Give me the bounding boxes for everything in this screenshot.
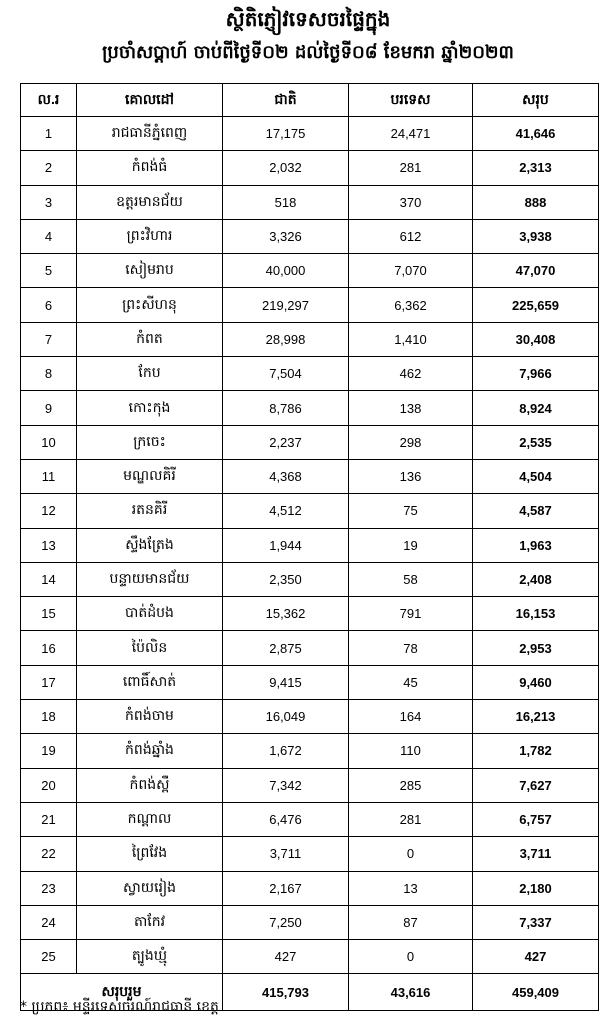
header-foreign: បរទេស (349, 84, 473, 117)
row-number: 2 (21, 151, 77, 185)
table-row (21, 151, 599, 185)
national-visitors: 219,297 (223, 288, 349, 322)
foreign-visitors: 87 (349, 905, 473, 939)
total-visitors: 2,180 (473, 871, 599, 905)
table-row (21, 905, 599, 939)
destination-name: ក្រចេះ (77, 425, 223, 459)
table-row (21, 665, 599, 699)
row-number: 11 (21, 459, 77, 493)
destination-name: ព្រៃវែង (77, 837, 223, 871)
table-row (21, 494, 599, 528)
foreign-visitors: 24,471 (349, 117, 473, 151)
national-visitors: 2,350 (223, 562, 349, 596)
destination-name: តាកែវ (77, 905, 223, 939)
destination-name: ឧត្តរមានជ័យ (77, 185, 223, 219)
destination-name: សៀមរាប (77, 254, 223, 288)
national-visitors: 427 (223, 940, 349, 974)
destination-name: រាជធានីភ្នំពេញ (77, 117, 223, 151)
national-visitors: 9,415 (223, 665, 349, 699)
row-number: 25 (21, 940, 77, 974)
foreign-visitors: 281 (349, 802, 473, 836)
national-visitors: 2,237 (223, 425, 349, 459)
destination-name: បាត់ដំបង (77, 597, 223, 631)
row-number: 9 (21, 391, 77, 425)
grand-total-foreign: 43,616 (349, 974, 473, 1011)
table-row (21, 219, 599, 253)
row-number: 10 (21, 425, 77, 459)
foreign-visitors: 110 (349, 734, 473, 768)
destination-name: ស្វាយរៀង (77, 871, 223, 905)
destination-name: កំពត (77, 322, 223, 356)
total-visitors: 16,213 (473, 700, 599, 734)
foreign-visitors: 7,070 (349, 254, 473, 288)
foreign-visitors: 281 (349, 151, 473, 185)
page-subtitle: ប្រចាំសប្តាហ៍ ចាប់ពីថ្ងៃទី០២ ដល់ថ្ងៃទី០៨ ខែមករា ឆ្នាំ២០២៣ (102, 42, 514, 63)
destination-name: កណ្តាល (77, 802, 223, 836)
total-visitors: 7,966 (473, 357, 599, 391)
national-visitors: 518 (223, 185, 349, 219)
foreign-visitors: 462 (349, 357, 473, 391)
national-visitors: 1,944 (223, 528, 349, 562)
foreign-visitors: 19 (349, 528, 473, 562)
total-visitors: 888 (473, 185, 599, 219)
total-visitors: 2,408 (473, 562, 599, 596)
national-visitors: 7,342 (223, 768, 349, 802)
destination-name: ប៉ៃលិន (77, 631, 223, 665)
national-visitors: 7,504 (223, 357, 349, 391)
national-visitors: 2,167 (223, 871, 349, 905)
row-number: 18 (21, 700, 77, 734)
table-row (21, 254, 599, 288)
table-row (21, 459, 599, 493)
source-footnote: * ប្រភព៖ មន្ទីរទេសចរណ៍រាជធានី ខេត្ត (20, 999, 219, 1015)
foreign-visitors: 0 (349, 940, 473, 974)
foreign-visitors: 138 (349, 391, 473, 425)
destination-name: មណ្ឌលគិរី (77, 459, 223, 493)
total-visitors: 2,535 (473, 425, 599, 459)
foreign-visitors: 136 (349, 459, 473, 493)
national-visitors: 2,032 (223, 151, 349, 185)
total-visitors: 4,587 (473, 494, 599, 528)
national-visitors: 28,998 (223, 322, 349, 356)
table-row (21, 768, 599, 802)
tourist-statistics-table (20, 83, 599, 1011)
foreign-visitors: 164 (349, 700, 473, 734)
destination-name: ពោធិ៍សាត់ (77, 665, 223, 699)
table-row (21, 631, 599, 665)
row-number: 1 (21, 117, 77, 151)
destination-name: បន្ទាយមានជ័យ (77, 562, 223, 596)
foreign-visitors: 1,410 (349, 322, 473, 356)
destination-name: ស្ទឹងត្រែង (77, 528, 223, 562)
destination-name: កំពង់ចាម (77, 700, 223, 734)
table-row (21, 528, 599, 562)
destination-name: កំពង់ឆ្នាំង (77, 734, 223, 768)
total-visitors: 47,070 (473, 254, 599, 288)
foreign-visitors: 0 (349, 837, 473, 871)
table-header-row (21, 84, 599, 117)
row-number: 5 (21, 254, 77, 288)
national-visitors: 4,368 (223, 459, 349, 493)
table-row (21, 940, 599, 974)
national-visitors: 7,250 (223, 905, 349, 939)
table-row (21, 357, 599, 391)
row-number: 8 (21, 357, 77, 391)
table-row (21, 734, 599, 768)
foreign-visitors: 370 (349, 185, 473, 219)
total-visitors: 1,782 (473, 734, 599, 768)
table-row (21, 597, 599, 631)
destination-name: កំពង់ធំ (77, 151, 223, 185)
national-visitors: 15,362 (223, 597, 349, 631)
row-number: 17 (21, 665, 77, 699)
national-visitors: 2,875 (223, 631, 349, 665)
total-visitors: 4,504 (473, 459, 599, 493)
table-row (21, 288, 599, 322)
foreign-visitors: 791 (349, 597, 473, 631)
table-row (21, 322, 599, 356)
foreign-visitors: 612 (349, 219, 473, 253)
row-number: 24 (21, 905, 77, 939)
row-number: 21 (21, 802, 77, 836)
national-visitors: 3,711 (223, 837, 349, 871)
national-visitors: 1,672 (223, 734, 349, 768)
row-number: 19 (21, 734, 77, 768)
table-row (21, 700, 599, 734)
total-visitors: 9,460 (473, 665, 599, 699)
grand-total-label: សរុបរួម (21, 974, 223, 1011)
table-row (21, 802, 599, 836)
total-visitors: 30,408 (473, 322, 599, 356)
row-number: 20 (21, 768, 77, 802)
total-visitors: 7,627 (473, 768, 599, 802)
table-row (21, 425, 599, 459)
national-visitors: 6,476 (223, 802, 349, 836)
row-number: 14 (21, 562, 77, 596)
foreign-visitors: 285 (349, 768, 473, 802)
national-visitors: 16,049 (223, 700, 349, 734)
foreign-visitors: 75 (349, 494, 473, 528)
foreign-visitors: 45 (349, 665, 473, 699)
table-row (21, 391, 599, 425)
table-body (21, 117, 599, 974)
national-visitors: 17,175 (223, 117, 349, 151)
destination-name: រតនគិរី (77, 494, 223, 528)
total-visitors: 3,711 (473, 837, 599, 871)
foreign-visitors: 298 (349, 425, 473, 459)
national-visitors: 4,512 (223, 494, 349, 528)
row-number: 6 (21, 288, 77, 322)
total-visitors: 41,646 (473, 117, 599, 151)
destination-name: ព្រះសីហនុ (77, 288, 223, 322)
grand-total-national: 415,793 (223, 974, 349, 1011)
total-visitors: 427 (473, 940, 599, 974)
destination-name: កោះកុង (77, 391, 223, 425)
total-visitors: 2,313 (473, 151, 599, 185)
total-visitors: 1,963 (473, 528, 599, 562)
total-visitors: 7,337 (473, 905, 599, 939)
foreign-visitors: 6,362 (349, 288, 473, 322)
foreign-visitors: 13 (349, 871, 473, 905)
destination-name: កែប (77, 357, 223, 391)
destination-name: ព្រះវិហារ (77, 219, 223, 253)
destination-name: ត្បូងឃ្មុំ (77, 940, 223, 974)
header-destination: គោលដៅ (77, 84, 223, 117)
total-visitors: 16,153 (473, 597, 599, 631)
foreign-visitors: 78 (349, 631, 473, 665)
destination-name: កំពង់ស្ពឺ (77, 768, 223, 802)
row-number: 16 (21, 631, 77, 665)
total-visitors: 3,938 (473, 219, 599, 253)
national-visitors: 8,786 (223, 391, 349, 425)
row-number: 7 (21, 322, 77, 356)
total-visitors: 8,924 (473, 391, 599, 425)
total-visitors: 2,953 (473, 631, 599, 665)
national-visitors: 40,000 (223, 254, 349, 288)
grand-total-total: 459,409 (473, 974, 599, 1011)
table-row (21, 185, 599, 219)
table-row (21, 117, 599, 151)
header-total: សរុប (473, 84, 599, 117)
header-number: ល.រ (21, 84, 77, 117)
table-row (21, 562, 599, 596)
row-number: 15 (21, 597, 77, 631)
page-title: ស្ថិតិភ្ញៀវទេសចរផ្ទៃក្នុង (225, 7, 391, 31)
row-number: 13 (21, 528, 77, 562)
row-number: 4 (21, 219, 77, 253)
row-number: 12 (21, 494, 77, 528)
row-number: 23 (21, 871, 77, 905)
foreign-visitors: 58 (349, 562, 473, 596)
row-number: 22 (21, 837, 77, 871)
table-row (21, 837, 599, 871)
header-national: ជាតិ (223, 84, 349, 117)
national-visitors: 3,326 (223, 219, 349, 253)
table-row (21, 871, 599, 905)
total-visitors: 6,757 (473, 802, 599, 836)
row-number: 3 (21, 185, 77, 219)
total-visitors: 225,659 (473, 288, 599, 322)
